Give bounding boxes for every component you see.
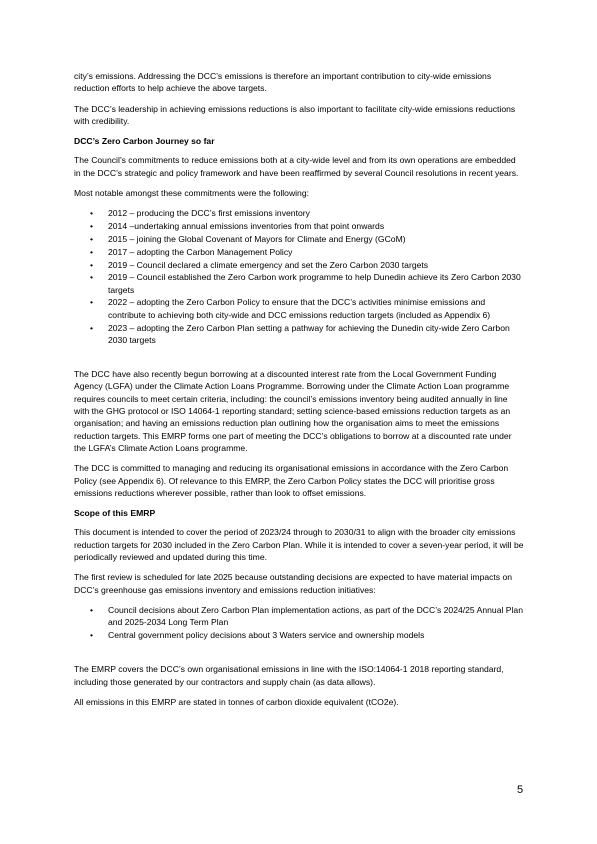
list-item xyxy=(74,322,524,347)
list-item xyxy=(74,604,524,629)
journey-paragraph-1: The Council’s commitments to reduce emissions both at a city-wide level and from its own operations are embedded in the DCC’s strategic and policy framework and have been reaffirmed by several Council resolutions in recent years. xyxy=(74,155,519,178)
section-heading-journey: DCC’s Zero Carbon Journey so far xyxy=(74,136,215,147)
list-item-text: 2019 – Council declared a climate emergency and set the Zero Carbon 2030 targets xyxy=(108,259,429,270)
list-item xyxy=(74,246,524,258)
list-item xyxy=(74,220,524,232)
document-body xyxy=(74,70,524,716)
list-item xyxy=(74,259,524,271)
scope-paragraph-4: All emissions in this EMRP are stated in tonnes of carbon dioxide equivalent (tCO2e). xyxy=(74,696,399,707)
list-item-text: 2012 – producing the DCC’s first emissions inventory xyxy=(108,208,310,219)
journey-paragraph-3: The DCC have also recently begun borrowing at a discounted interest rate from the Local Government Funding Agency (LGFA) under the Climate Action Loans Programme. Borrowing under the Climate Action Loan programme requires councils to meet certain criteria, including: the council’s emissions inventory being audited annually in line with the GHG protocol or ISO 14064-1 reporting standard; setting science-based emissions reduction targets as an organisation; and having an emissions reduction plan outlining how the organisation aims to meet the emissions reduction targets. This EMRP forms one part of meeting the DCC’s obligations to borrow at a discounted rate under the LGFA’s Climate Action Loans programme. xyxy=(74,369,512,453)
review-decisions-list xyxy=(74,604,524,641)
list-item-text: Central government policy decisions about 3 Waters service and ownership models xyxy=(108,629,425,640)
section-heading-scope: Scope of this EMRP xyxy=(74,508,156,519)
list-item-text: 2015 – joining the Global Covenant of Mayors for Climate and Energy (GCoM) xyxy=(108,233,406,244)
spacer xyxy=(74,354,524,368)
bullet-icon: • xyxy=(90,233,94,244)
page-number: 5 xyxy=(517,784,524,796)
list-item xyxy=(74,296,524,321)
intro-paragraph-2: The DCC’s leadership in achieving emissions reductions is also important to facilitate city-wide emissions reductions with credibility. xyxy=(74,103,516,126)
list-item xyxy=(74,271,524,296)
list-item-text: 2014 –undertaking annual emissions inventories from that point onwards xyxy=(108,221,385,232)
scope-paragraph-3: The EMRP covers the DCC’s own organisational emissions in line with the ISO:14064-1 2018 reporting standard, including those generated by our contractors and supply chain (as data allows). xyxy=(74,664,504,687)
bullet-icon: • xyxy=(90,272,94,283)
list-item-text: 2017 – adopting the Carbon Management Policy xyxy=(108,246,293,257)
bullet-icon: • xyxy=(90,297,94,308)
scope-paragraph-1: This document is intended to cover the period of 2023/24 through to 2030/31 to align with the broader city emissions reduction targets for 2030 included in the Zero Carbon Plan. While it is intended to cover a seven-year period, it will be periodically reviewed and updated during this time. xyxy=(74,527,524,562)
bullet-icon: • xyxy=(90,246,94,257)
list-item-text: 2019 – Council established the Zero Carbon work programme to help Dunedin achieve its Zero Carbon 2030 targets xyxy=(108,272,521,295)
scope-paragraph-2: The first review is scheduled for late 2025 because outstanding decisions are expected to have material impacts on DCC’s greenhouse gas emissions inventory and emissions reduction initiatives: xyxy=(74,572,513,595)
journey-paragraph-2: Most notable amongst these commitments were the following: xyxy=(74,188,310,199)
bullet-icon: • xyxy=(90,322,94,333)
bullet-icon: • xyxy=(90,208,94,219)
bullet-icon: • xyxy=(90,604,94,615)
list-item-text: 2023 – adopting the Zero Carbon Plan setting a pathway for achieving the Dunedin city-wide Zero Carbon 2030 targets xyxy=(108,322,510,345)
bullet-icon: • xyxy=(90,221,94,232)
bullet-icon: • xyxy=(90,259,94,270)
list-item xyxy=(74,233,524,245)
bullet-icon: • xyxy=(90,629,94,640)
list-item-text: Council decisions about Zero Carbon Plan implementation actions, as part of the DCC’s 2024/25 Annual Plan and 2025-2034 Long Term Plan xyxy=(108,604,523,628)
spacer xyxy=(74,649,524,663)
list-item-text: 2022 – adopting the Zero Carbon Policy to ensure that the DCC’s activities minimise emissions and contribute to achieving both city-wide and DCC emissions reduction targets (included as Appendix 6) xyxy=(108,297,491,320)
intro-paragraph-1: city’s emissions. Addressing the DCC’s emissions is therefore an important contribution to city-wide emissions reduction efforts to help achieve the above targets. xyxy=(74,71,492,94)
commitments-list xyxy=(74,207,524,346)
journey-paragraph-4: The DCC is committed to managing and reducing its organisational emissions in accordance with the Zero Carbon Policy (see Appendix 6). Of relevance to this EMRP, the Zero Carbon Policy states the DCC will prioritise gross emissions reductions wherever possible, rather than look to offset emissions. xyxy=(74,463,509,498)
list-item xyxy=(74,207,524,219)
list-item xyxy=(74,629,524,641)
